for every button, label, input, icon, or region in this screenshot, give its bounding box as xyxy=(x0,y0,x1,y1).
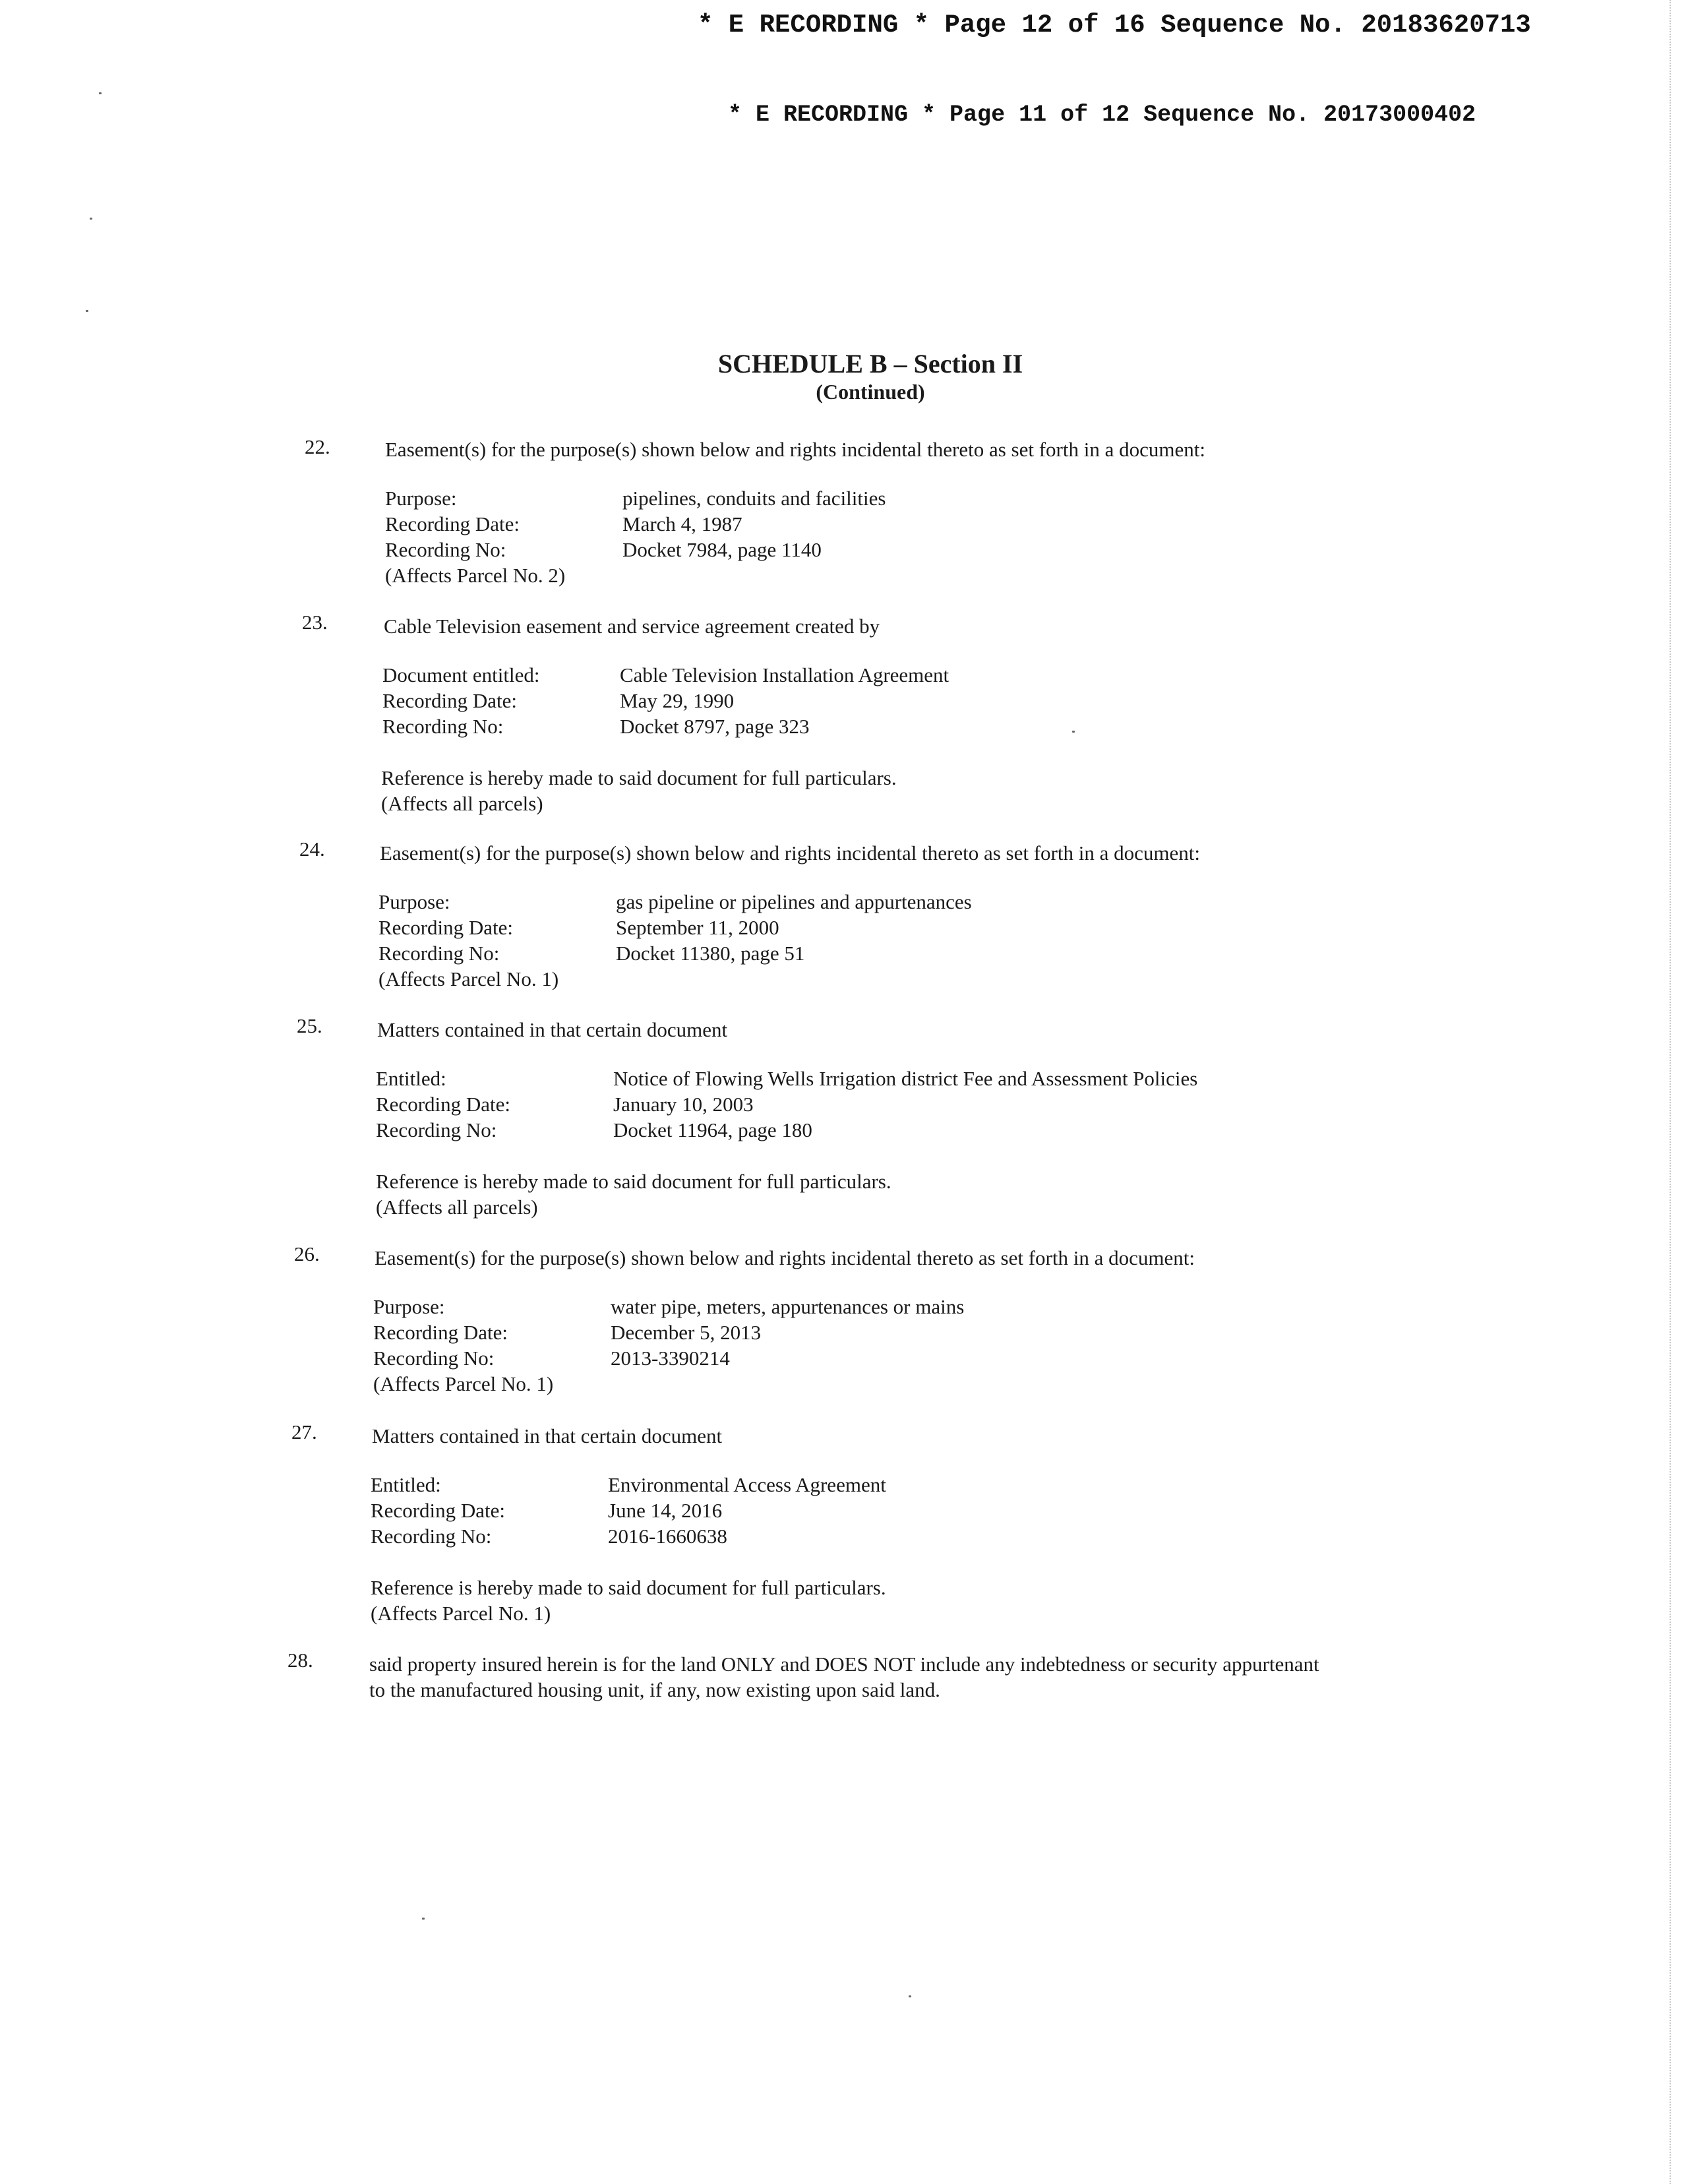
recording-details-table xyxy=(385,485,886,588)
recording-details-table xyxy=(376,1066,1197,1143)
detail-row xyxy=(382,688,949,713)
recording-details-table xyxy=(371,1472,886,1549)
detail-label: Document entitled: xyxy=(382,663,540,686)
item-number: 28. xyxy=(287,1649,313,1672)
detail-row xyxy=(373,1345,964,1371)
detail-row xyxy=(376,1117,1197,1143)
item-number: 24. xyxy=(299,837,325,861)
affects-note: (Affects Parcel No. 1) xyxy=(373,1372,554,1395)
detail-row xyxy=(382,713,949,739)
item-text: Easement(s) for the purpose(s) shown below and rights incidental thereto as set forth in a document: xyxy=(385,438,1205,461)
detail-row xyxy=(378,940,972,966)
detail-label: Recording No: xyxy=(371,1525,492,1548)
affects-note: (Affects all parcels) xyxy=(376,1196,538,1219)
recording-details-table xyxy=(378,889,972,992)
item-text: Easement(s) for the purpose(s) shown below and rights incidental thereto as set forth in a document: xyxy=(375,1246,1195,1269)
item-number: 23. xyxy=(302,611,328,634)
detail-value: June 14, 2016 xyxy=(608,1499,723,1522)
detail-value: pipelines, conduits and facilities xyxy=(622,487,886,510)
detail-label: Purpose: xyxy=(373,1295,445,1318)
detail-value: gas pipeline or pipelines and appurtenances xyxy=(616,890,972,913)
detail-value: December 5, 2013 xyxy=(611,1321,762,1344)
detail-label: Recording No: xyxy=(378,942,500,965)
detail-value: September 11, 2000 xyxy=(616,916,779,939)
detail-label: Purpose: xyxy=(378,890,450,913)
item-text xyxy=(369,1651,1319,1703)
detail-value: Docket 7984, page 1140 xyxy=(622,538,822,561)
detail-label: Recording No: xyxy=(373,1347,495,1370)
scan-speck xyxy=(86,310,88,312)
item-text: Matters contained in that certain document xyxy=(372,1424,723,1447)
detail-value: Docket 11380, page 51 xyxy=(616,942,805,965)
reference-note xyxy=(371,1575,886,1626)
reference-text: Reference is hereby made to said document for full particulars. xyxy=(381,766,897,789)
reference-text: Reference is hereby made to said document for full particulars. xyxy=(376,1170,891,1193)
recording-details-table xyxy=(373,1294,964,1397)
detail-value: 2016-1660638 xyxy=(608,1525,727,1548)
affects-note: (Affects Parcel No. 1) xyxy=(371,1602,551,1625)
detail-row xyxy=(373,1294,964,1320)
detail-label: Entitled: xyxy=(376,1067,446,1090)
item-text: Easement(s) for the purpose(s) shown below and rights incidental thereto as set forth in a document: xyxy=(380,841,1200,864)
detail-row xyxy=(376,1091,1197,1117)
scan-edge-dots xyxy=(1670,0,1671,2184)
detail-row xyxy=(371,1523,886,1549)
scan-speck xyxy=(422,1918,425,1920)
reference-note xyxy=(376,1168,891,1220)
detail-row xyxy=(378,915,972,940)
scan-speck xyxy=(1072,731,1075,733)
detail-value: Docket 8797, page 323 xyxy=(620,715,810,738)
recording-stamp-top: * E RECORDING * Page 12 of 16 Sequence No. 20183620713 xyxy=(698,11,1531,40)
item-text-line: to the manufactured housing unit, if any, now existing upon said land. xyxy=(369,1678,940,1701)
detail-label: Recording No: xyxy=(385,538,506,561)
detail-value: Cable Television Installation Agreement xyxy=(620,663,950,686)
detail-row xyxy=(371,1472,886,1498)
item-number: 22. xyxy=(305,435,330,458)
item-text: Cable Television easement and service agreement created by xyxy=(384,615,880,638)
item-text-line: said property insured herein is for the land ONLY and DOES NOT include any indebtedness or security appurtenant xyxy=(369,1653,1319,1676)
detail-value: May 29, 1990 xyxy=(620,689,735,712)
scan-speck xyxy=(90,218,92,220)
detail-label: Recording No: xyxy=(382,715,504,738)
detail-row xyxy=(371,1498,886,1523)
detail-value: January 10, 2003 xyxy=(613,1093,754,1116)
detail-value: March 4, 1987 xyxy=(622,512,742,535)
detail-label: Recording Date: xyxy=(378,916,514,939)
detail-value: Notice of Flowing Wells Irrigation district Fee and Assessment Policies xyxy=(613,1067,1198,1090)
detail-label: Recording Date: xyxy=(385,512,520,535)
detail-label: Recording Date: xyxy=(371,1499,506,1522)
recording-details-table xyxy=(382,662,949,739)
schedule-title: SCHEDULE B – Section II xyxy=(717,349,1023,379)
scan-speck xyxy=(909,1995,911,1997)
detail-value: water pipe, meters, appurtenances or mains xyxy=(611,1295,965,1318)
affects-note: (Affects all parcels) xyxy=(381,792,543,815)
item-number: 25. xyxy=(297,1014,322,1037)
detail-row xyxy=(382,662,949,688)
detail-value: Environmental Access Agreement xyxy=(608,1473,886,1496)
scan-speck xyxy=(99,92,102,94)
affects-note: (Affects Parcel No. 1) xyxy=(378,967,559,990)
detail-row xyxy=(376,1066,1197,1091)
detail-row xyxy=(373,1320,964,1345)
detail-row xyxy=(385,537,886,562)
affects-note: (Affects Parcel No. 2) xyxy=(385,564,566,587)
detail-label: Entitled: xyxy=(371,1473,441,1496)
detail-label: Recording No: xyxy=(376,1118,497,1141)
detail-value: 2013-3390214 xyxy=(611,1347,730,1370)
detail-row xyxy=(385,511,886,537)
schedule-subtitle: (Continued) xyxy=(816,380,925,404)
detail-row xyxy=(385,485,886,511)
recording-stamp-second: * E RECORDING * Page 11 of 12 Sequence No. 20173000402 xyxy=(728,102,1476,128)
detail-label: Recording Date: xyxy=(373,1321,508,1344)
detail-value: Docket 11964, page 180 xyxy=(613,1118,812,1141)
reference-text: Reference is hereby made to said document for full particulars. xyxy=(371,1576,886,1599)
detail-row xyxy=(378,889,972,915)
item-text: Matters contained in that certain document xyxy=(377,1018,728,1041)
detail-label: Purpose: xyxy=(385,487,457,510)
detail-label: Recording Date: xyxy=(376,1093,511,1116)
detail-label: Recording Date: xyxy=(382,689,518,712)
reference-note xyxy=(381,765,897,816)
item-number: 27. xyxy=(291,1420,317,1443)
item-number: 26. xyxy=(294,1242,320,1265)
